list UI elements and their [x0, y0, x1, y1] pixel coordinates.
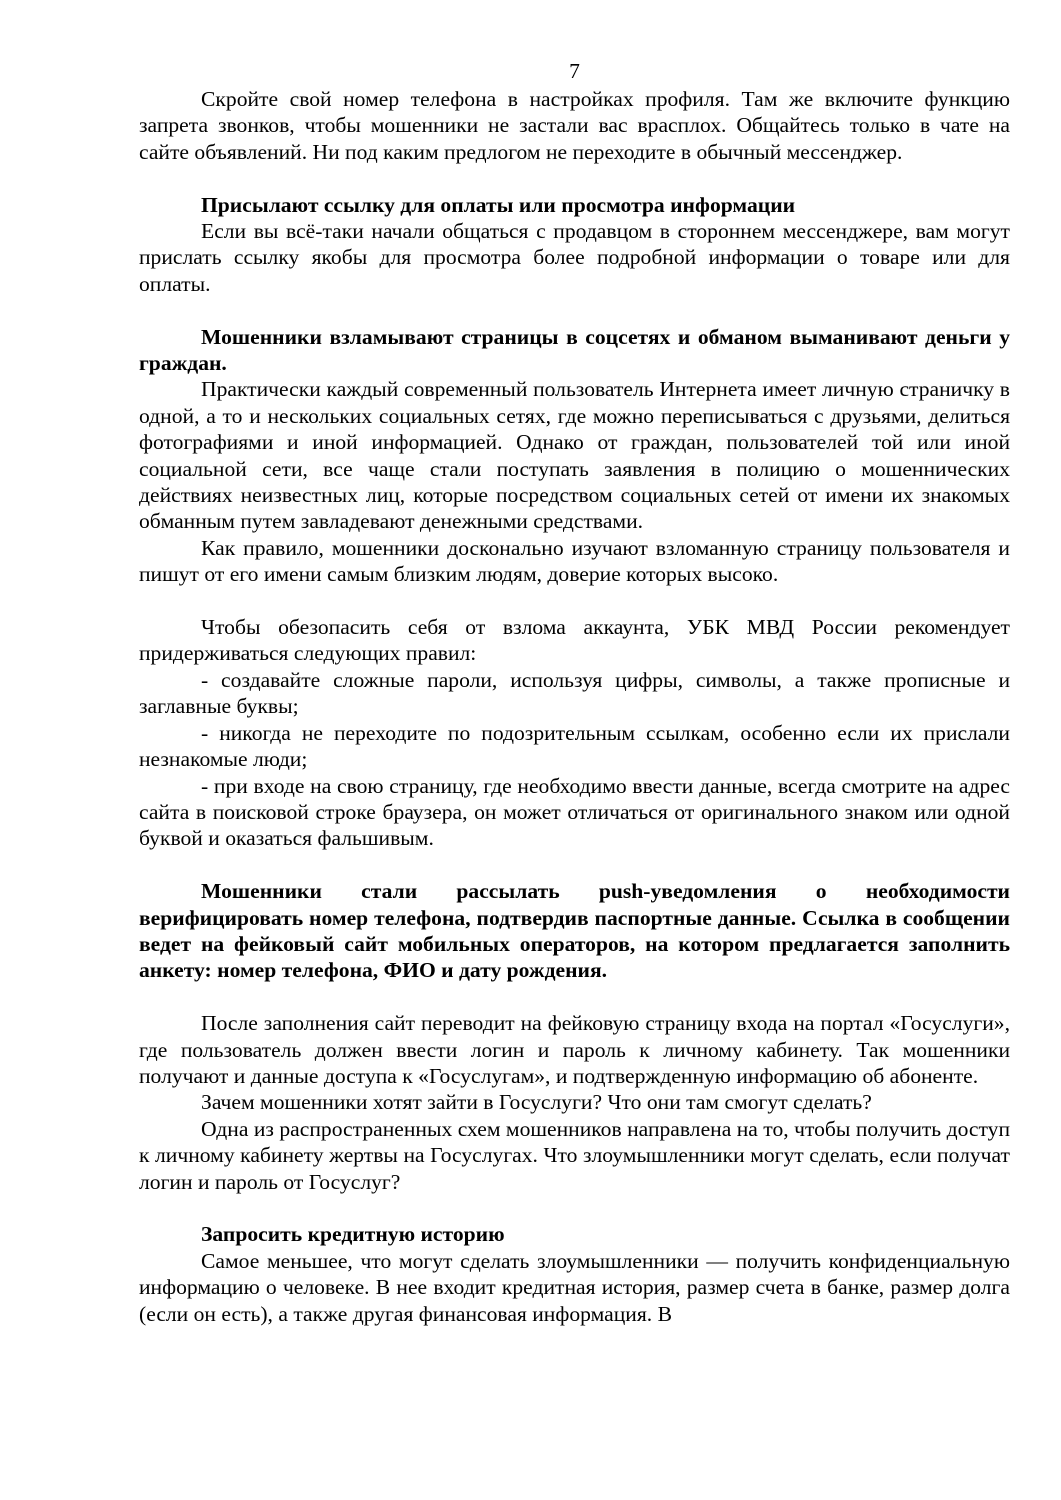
- paragraph-gap: [139, 165, 1010, 191]
- list-item-address: - при входе на свою страницу, где необходимо ввести данные, всегда смотрите на адрес сайта в поисковой строке браузера, он может отличаться от оригинального знаком или одной буквой и оказаться фальшивым.: [139, 773, 1010, 851]
- page-number: 7: [569, 59, 580, 83]
- paragraph-social-networks: Практически каждый современный пользователь Интернета имеет личную страничку в одной, а то и нескольких социальных сетях, где можно переписываться с друзьями, делиться фотографиями и иной информацией. Однако от граждан, пользователей той или иной социальной сети, все чаще стали поступать заявления в полицию о мошеннических действиях неизвестных лиц, которые посредством социальных сетей от имени их знакомых обманным путем завладевают денежными средствами.: [139, 377, 1010, 534]
- document-page: [139, 56, 1010, 1327]
- paragraph-gap: [139, 588, 1010, 614]
- paragraph-gap: [139, 297, 1010, 323]
- heading-payment-link: Присылают ссылку для оплаты или просмотра информации: [201, 192, 796, 217]
- heading-social-hacking: Мошенники взламывают страницы в соцсетях и обманом выманивают деньги у граждан.: [139, 324, 1010, 376]
- paragraph-gosuslugi-login: После заполнения сайт переводит на фейковую страницу входа на портал «Госуслуги», где пользователь должен ввести логин и пароль к личному кабинету. Так мошенники получают и данные доступа к «Госуслугам», и подтвержденную информацию об абоненте.: [139, 1011, 1010, 1088]
- paragraph-gap: [139, 1195, 1010, 1221]
- paragraph-question: Зачем мошенники хотят зайти в Госуслуги? Что они там смогут сделать?: [201, 1090, 872, 1115]
- paragraph-hide-phone: Скройте свой номер телефона в настройках профиля. Там же включите функцию запрета звонков, чтобы мошенники не застали вас врасплох. Общайтесь только в чате на сайте объявлений. Ни под каким предлогом не переходите в обычный мессенджер.: [139, 87, 1010, 164]
- paragraph-gap: [139, 984, 1010, 1010]
- paragraph-hacked-page: Как правило, мошенники досконально изучают взломанную страницу пользователя и пишут от его имени самым близким людям, доверие которых высоко.: [139, 535, 1010, 587]
- list-item-passwords: - создавайте сложные пароли, используя цифры, символы, а также прописные и заглавные буквы;: [139, 667, 1010, 719]
- paragraph-recommendations: Чтобы обезопасить себя от взлома аккаунта, УБК МВД России рекомендует придерживаться следующих правил:: [139, 615, 1010, 666]
- paragraph-scheme: Одна из распространенных схем мошенников направлена на то, чтобы получить доступ к личному кабинету жертвы на Госуслугах. Что злоумышленники могут сделать, если получат логин и пароль от Госуслуг?: [139, 1116, 1010, 1194]
- paragraph-credit-history: Самое меньшее, что могут сделать злоумышленники — получить конфиденциальную информацию о человеке. В нее входит кредитная история, размер счета в банке, размер долга (если он есть), а также другая финансовая информация. В: [139, 1248, 1010, 1326]
- paragraph-gap: [139, 852, 1010, 878]
- list-item-links: - никогда не переходите по подозрительным ссылкам, особенно если их прислали незнакомые люди;: [139, 720, 1010, 772]
- heading-push-notifications: Мошенники стали рассылать push-уведомления о необходимости верифицировать номер телефона, подтвердив паспортные данные. Ссылка в сообщении ведет на фейковый сайт мобильных операторов, на котором предлагается заполнить анкету: номер телефона, ФИО и дату рождения.: [139, 879, 1010, 983]
- paragraph-payment-link: Если вы всё-таки начали общаться с продавцом в стороннем мессенджере, вам могут прислать ссылку якобы для просмотра более подробной информации о товаре или для оплаты.: [139, 219, 1010, 296]
- heading-credit-history: Запросить кредитную историю: [201, 1222, 505, 1247]
